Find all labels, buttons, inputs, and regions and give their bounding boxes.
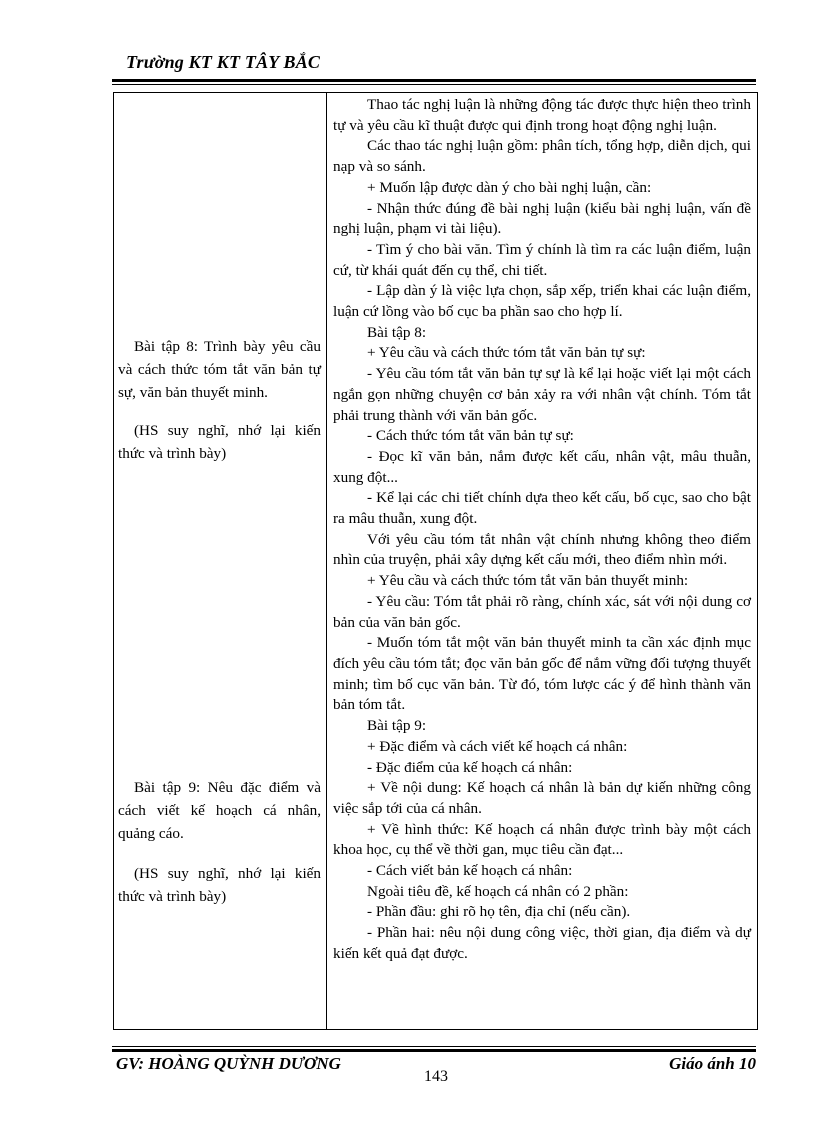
answer-paragraph: + Muốn lập được dàn ý cho bài nghị luận, cần: <box>367 178 652 196</box>
right-column <box>327 93 758 1030</box>
answer-paragraph: - Cách thức tóm tắt văn bản tự sự: <box>367 427 574 445</box>
exercise-9-instruction: (HS suy nghĩ, nhớ lại kiến thức và trình bày) <box>118 864 321 905</box>
answer-paragraph: - Phần hai: nêu nội dung công việc, thời gian, địa điểm và dự kiến kết quả đạt được. <box>333 924 751 962</box>
footer-subject: Giáo ánh 10 <box>669 1054 756 1073</box>
content-table <box>113 92 758 1030</box>
exercise-8-prompt <box>118 335 321 465</box>
exercise-8-question: Bài tập 8: Trình bày yêu cầu và cách thức tóm tắt văn bản tự sự, văn bản thuyết minh. <box>118 338 321 402</box>
answer-paragraph: - Tìm ý cho bài văn. Tìm ý chính là tìm ra các luận điểm, luận cứ, từ khái quát đến cụ thể, chi tiết. <box>333 240 751 279</box>
answer-paragraph: - Yêu cầu: Tóm tắt phải rõ ràng, chính xác, sát với nội dung cơ bản của văn bản gốc. <box>333 592 751 631</box>
answer-paragraph: - Muốn tóm tắt một văn bản thuyết minh ta cần xác định mục đích yêu cầu tóm tắt; đọc văn bản gốc để nắm vững đối tượng thuyết minh; tìm bố cục văn bản. Từ đó, tóm lược các ý để hình thành văn bản tóm tắt. <box>333 634 751 714</box>
footer-rule <box>112 1046 756 1052</box>
answer-paragraph: + Về nội dung: Kế hoạch cá nhân là bản dự kiến những công việc sắp tới của cá nhân. <box>333 779 751 817</box>
answer-paragraph: Các thao tác nghị luận gồm: phân tích, tổng hợp, diễn dịch, qui nạp và so sánh. <box>333 137 751 176</box>
footer-teacher: GV: HOÀNG QUỲNH DƯƠNG <box>116 1054 341 1073</box>
answer-paragraph: + Yêu cầu và cách thức tóm tắt văn bản tự sự: <box>367 344 646 362</box>
answer-paragraph: - Đặc điểm của kế hoạch cá nhân: <box>367 758 573 776</box>
answer-paragraph: + Yêu cầu và cách thức tóm tắt văn bản thuyết minh: <box>367 572 689 590</box>
page-number: 143 <box>424 1068 448 1085</box>
answer-paragraph: - Đọc kĩ văn bản, nắm được kết cấu, nhân vật, mâu thuẫn, xung đột... <box>333 447 751 486</box>
answer-paragraph: - Yêu cầu tóm tắt văn bản tự sự là kể lại hoặc viết lại một cách ngắn gọn những chuyện cơ bản xảy ra với nhân vật chính. Tóm tắt phải trung thành với văn bản gốc. <box>333 365 751 424</box>
answer-text <box>327 93 757 965</box>
answer-paragraph: Bài tập 9: <box>367 717 427 735</box>
exercise-9-prompt <box>118 776 321 908</box>
answer-paragraph: Với yêu cầu tóm tắt nhân vật chính nhưng không theo điểm nhìn của truyện, phải xây dựng kết cấu mới, theo điểm nhìn mới. <box>333 530 751 569</box>
answer-paragraph: - Kể lại các chi tiết chính dựa theo kết cấu, bố cục, sao cho bật ra mâu thuẫn, xung đột. <box>333 489 751 528</box>
left-column <box>114 93 327 1030</box>
exercise-8-instruction: (HS suy nghĩ, nhớ lại kiến thức và trình bày) <box>118 421 321 462</box>
header-rule <box>112 79 756 85</box>
answer-paragraph: Ngoài tiêu đề, kế hoạch cá nhân có 2 phần: <box>367 882 629 900</box>
exercise-9-question: Bài tập 9: Nêu đặc điểm và cách viết kế hoạch cá nhân, quảng cáo. <box>118 779 321 843</box>
answer-paragraph: - Lập dàn ý là việc lựa chọn, sắp xếp, triển khai các luận điểm, luận cứ lồng vào bố cục ba phần sao cho hợp lí. <box>333 282 751 321</box>
answer-paragraph: Thao tác nghị luận là những động tác được thực hiện theo trình tự và yêu cầu kĩ thuật được qui định trong hoạt động nghị luận. <box>333 96 751 134</box>
answer-paragraph: + Về hình thức: Kế hoạch cá nhân được trình bày một cách khoa học, cụ thể về thời gan, mục tiêu cần đạt... <box>333 820 751 859</box>
answer-paragraph: + Đặc điểm và cách viết kế hoạch cá nhân: <box>367 737 628 755</box>
answer-paragraph: Bài tập 8: <box>367 323 427 341</box>
page-header: Trường KT KT TÂY BẮC <box>126 52 321 72</box>
answer-paragraph: - Nhận thức đúng đề bài nghị luận (kiểu bài nghị luận, vấn đề nghị luận, phạm vi tài liệu). <box>333 199 751 238</box>
answer-paragraph: - Phần đầu: ghi rõ họ tên, địa chỉ (nếu cần). <box>367 903 631 921</box>
answer-paragraph: - Cách viết bản kế hoạch cá nhân: <box>367 862 573 880</box>
